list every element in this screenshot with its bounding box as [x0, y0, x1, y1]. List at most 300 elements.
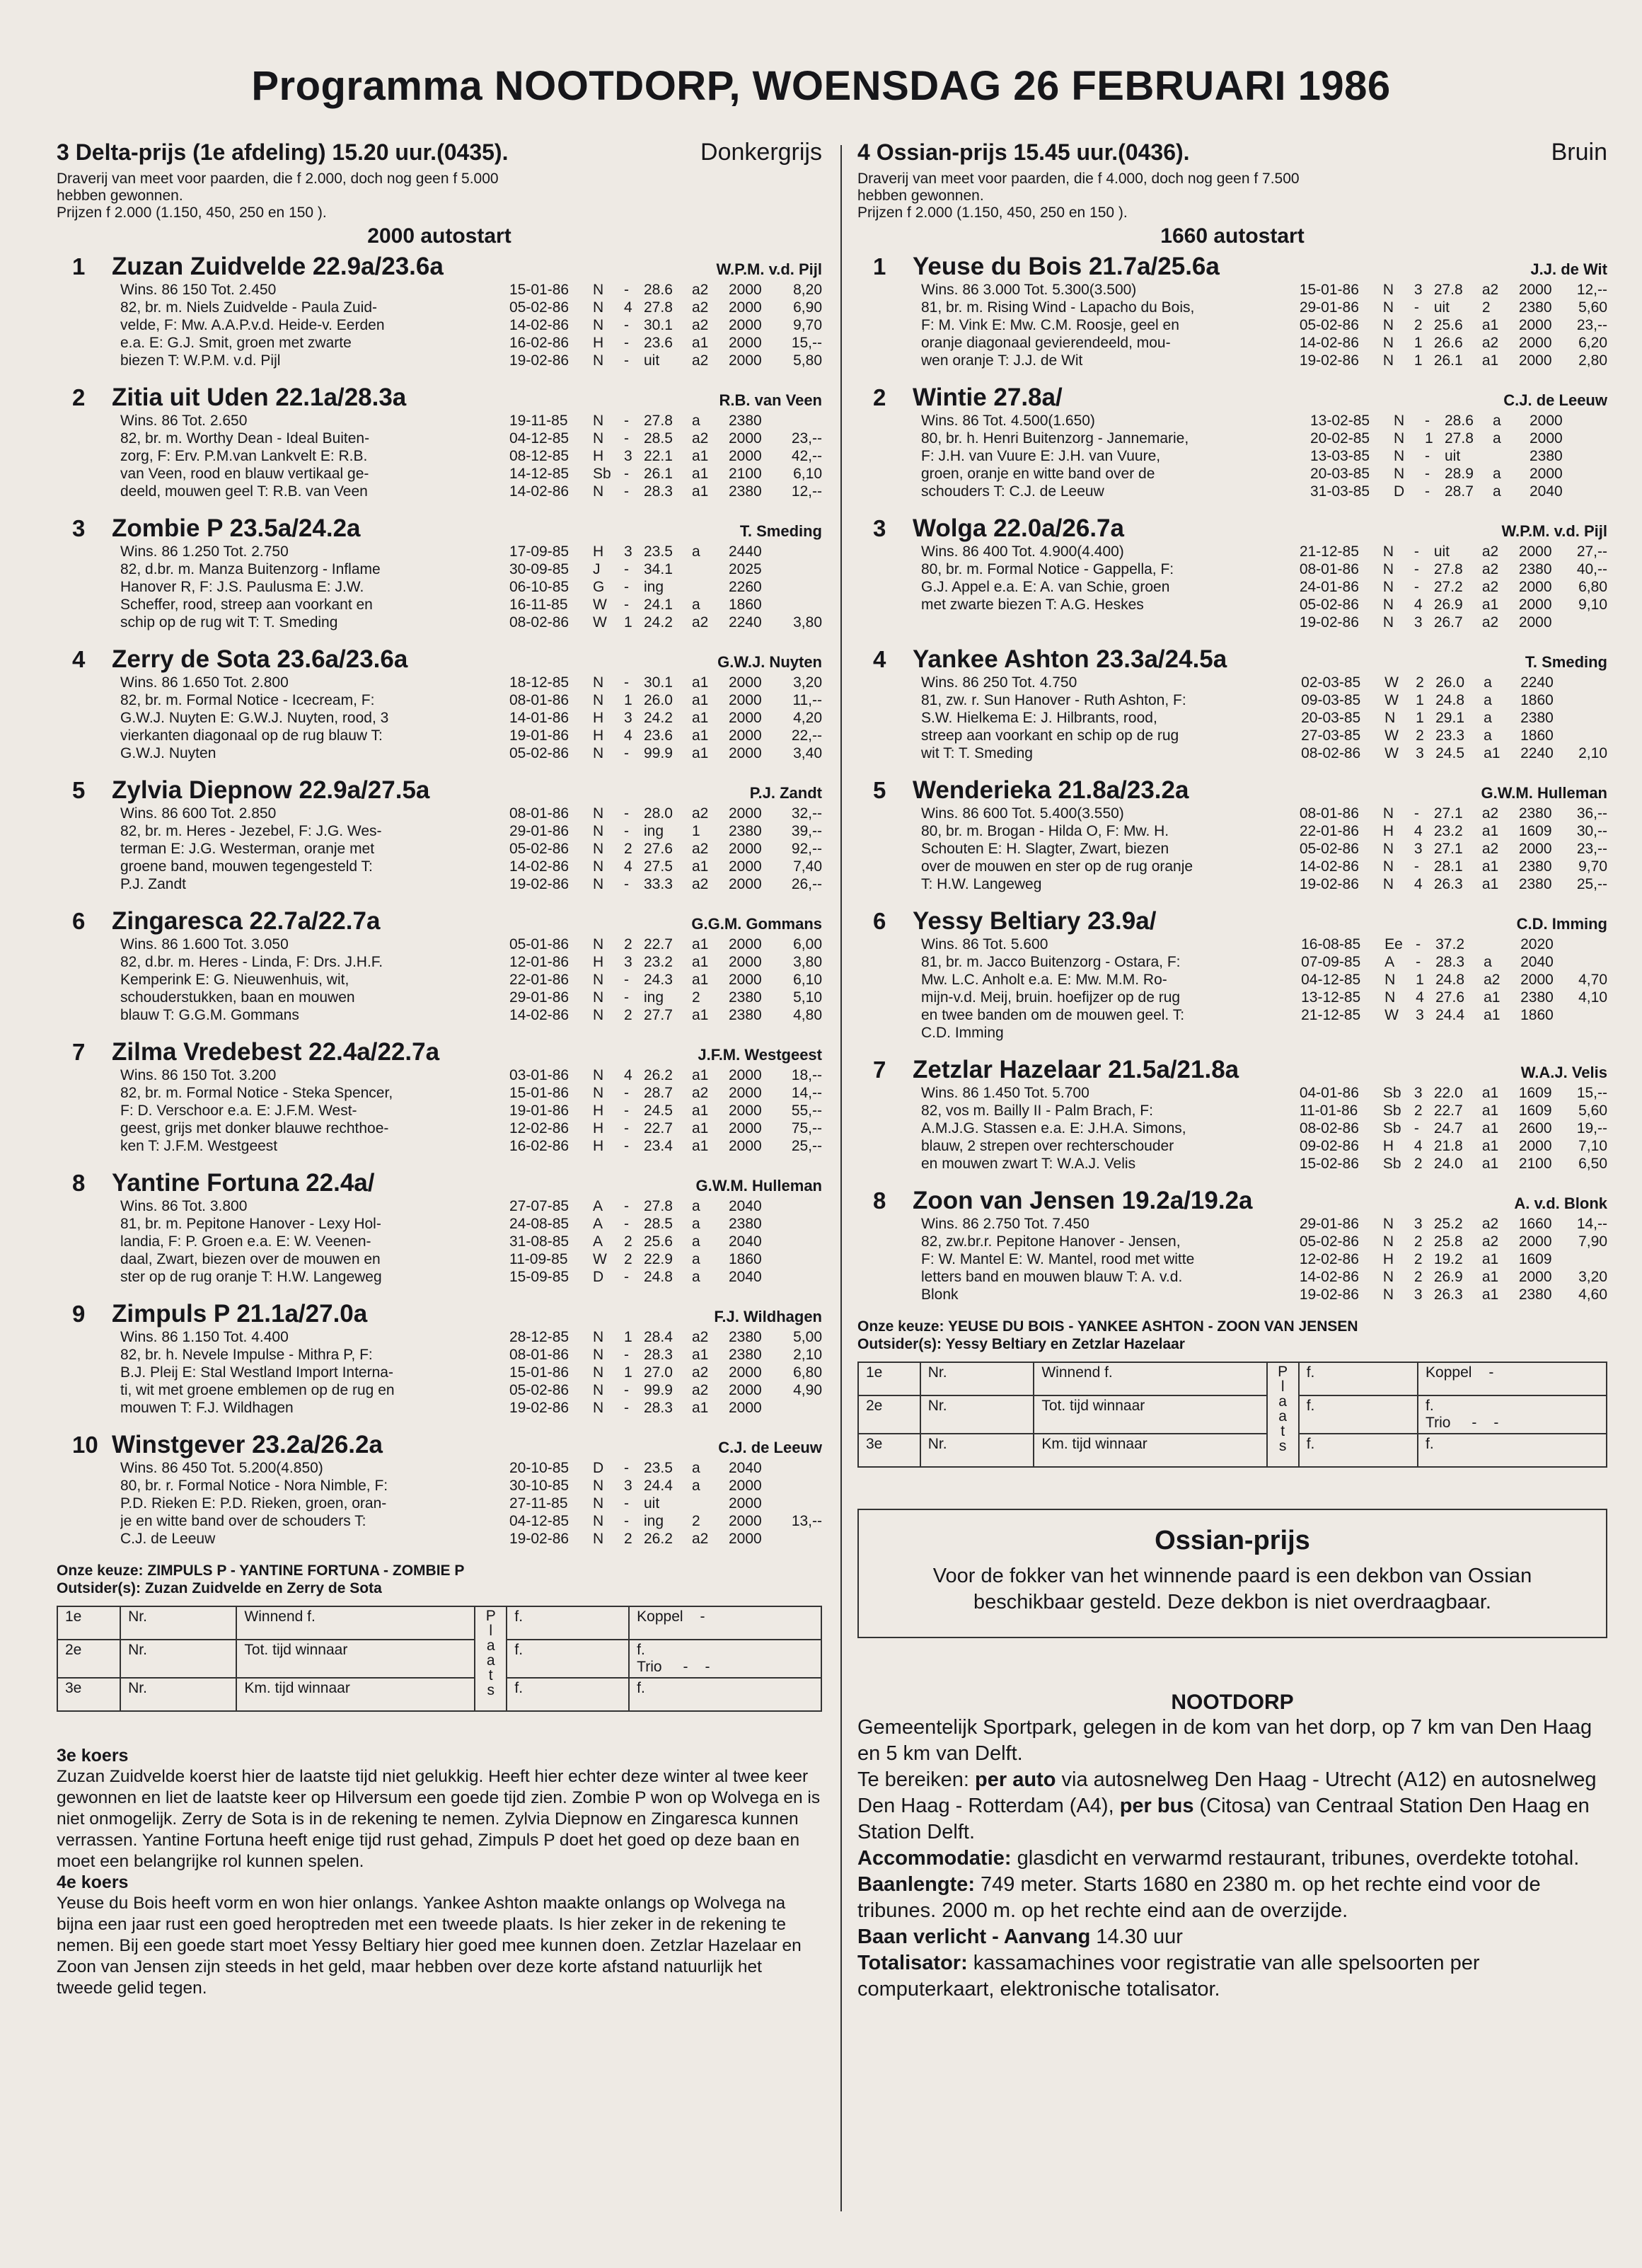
form-cell: 27,-- [1576, 543, 1607, 560]
form-cell: - [624, 1513, 629, 1529]
form-cell: 2000 [1530, 413, 1563, 429]
form-cell: 13,-- [791, 1513, 822, 1529]
form-cell: 25.2 [1433, 1216, 1463, 1232]
form-cell: 26.1 [1433, 352, 1463, 369]
form-cell: 29-01-86 [1299, 299, 1359, 316]
form-row [509, 316, 822, 334]
form-cell: 23.6 [644, 335, 673, 351]
horse-header [57, 907, 822, 936]
form-cell: 4 [624, 858, 632, 875]
horse-desc-line: Scheffer, rood, streep aan voorkant en [120, 597, 373, 613]
form-row [509, 691, 822, 709]
form-cell: W [593, 597, 607, 613]
form-cell: 4,10 [1578, 989, 1607, 1006]
form-cell: 26.1 [644, 466, 673, 482]
form-cell: a2 [692, 317, 709, 333]
form-cell: 26.0 [644, 692, 673, 708]
form-cell: a [692, 543, 700, 560]
horse-header [857, 514, 1607, 543]
form-cell: 2380 [729, 1347, 762, 1363]
bereiken-text: via autosnelweg Den Haag - Utrecht (A12) en autosnelweg Den Haag - Rotterdam (A4), [857, 1768, 1597, 1817]
form-row [509, 1084, 822, 1102]
result-f: f. [1299, 1362, 1418, 1395]
form-cell: 2240 [729, 614, 762, 631]
form-cell: a2 [1481, 1233, 1499, 1250]
race-desc-line: Draverij van meet voor paarden, die f 4.000, doch nog geen f 7.500 [857, 171, 1300, 187]
horse-details [921, 805, 1607, 893]
form-row [509, 858, 822, 875]
horse-name: Zitia uit Uden 22.1a/28.3a [112, 384, 407, 411]
form-row [1300, 596, 1607, 614]
form-cell: a1 [692, 448, 709, 464]
form-cell: 28.3 [644, 1400, 673, 1416]
form-cell: - [1413, 543, 1419, 560]
form-cell: 2 [1413, 317, 1423, 333]
form-cell: 2040 [729, 1460, 762, 1476]
form-cell: 99.9 [644, 745, 673, 761]
form-cell: 1609 [1518, 823, 1552, 839]
form-cell: N [593, 1513, 604, 1529]
form-cell: 13-12-85 [1301, 989, 1361, 1006]
form-cell: 3 [624, 1478, 632, 1494]
race-header [57, 139, 822, 166]
form-cell: 24-08-85 [509, 1216, 570, 1232]
form-cell: 2000 [1520, 972, 1554, 988]
form-cell: 1 [692, 823, 700, 839]
form-cell: 02-03-85 [1301, 674, 1361, 691]
form-cell: 04-01-86 [1299, 1085, 1359, 1101]
plaats-letter: a [1278, 1393, 1287, 1410]
form-cell: 2000 [1518, 597, 1552, 613]
form-cell: 05-02-86 [509, 299, 570, 316]
horse-number: 2 [72, 384, 86, 410]
form-row [1310, 412, 1607, 430]
form-cell: 27.2 [1433, 579, 1463, 595]
form-cell: a [692, 1233, 700, 1250]
form-row [1300, 1155, 1607, 1173]
form-cell: uit [1433, 299, 1450, 316]
form-cell: 24-01-86 [1299, 579, 1359, 595]
form-cell: G [593, 579, 605, 595]
form-cell: H [593, 1103, 604, 1119]
form-cell: a2 [692, 805, 709, 822]
form-cell: 2000 [1518, 282, 1552, 298]
horse-number: 3 [72, 515, 86, 541]
form-cell: N [1384, 989, 1396, 1006]
form-cell: 3,20 [1578, 1269, 1607, 1285]
form-cell: 09-02-86 [1299, 1138, 1359, 1154]
form-cell: 1860 [1520, 692, 1554, 708]
form-cell: A [593, 1216, 603, 1232]
race-color: Donkergrijs [700, 139, 822, 166]
form-cell: 1860 [729, 1251, 762, 1267]
form-cell: 3,40 [793, 745, 822, 761]
form-cell: a1 [1481, 823, 1499, 839]
horse-desc-line: 81, br. m. Rising Wind - Lapacho du Bois, [921, 299, 1195, 316]
form-cell: a1 [692, 858, 709, 875]
form-cell: 2000 [729, 282, 762, 298]
ossian-title: Ossian-prijs [1155, 1526, 1310, 1555]
form-cell: a [692, 413, 700, 429]
form-row [1300, 1137, 1607, 1155]
form-cell: Sb [1382, 1156, 1401, 1172]
form-row [509, 412, 822, 430]
form-cell: 4 [624, 299, 632, 316]
trio-f: f. [1426, 1436, 1434, 1452]
form-cell: uit [644, 1495, 660, 1512]
form-cell: 23,-- [1576, 841, 1607, 857]
form-cell: N [1382, 1269, 1394, 1285]
form-cell: 9,70 [1578, 858, 1607, 875]
horse-trainer: R.B. van Veen [719, 391, 822, 409]
per-auto: per auto [975, 1768, 1056, 1791]
result-place: 3e [57, 1678, 120, 1711]
horse-header [857, 384, 1607, 412]
form-cell: W [1384, 727, 1399, 744]
form-cell: 2380 [1530, 448, 1563, 464]
form-cell: - [624, 989, 629, 1006]
horse-desc-line: Wins. 86 250 Tot. 4.750 [921, 674, 1077, 691]
form-cell: 26.9 [1433, 1269, 1463, 1285]
horse-header [857, 645, 1607, 674]
form-row [1310, 465, 1607, 483]
race-title: 3 Delta-prijs (1e afdeling) 15.20 uur.(0435). [57, 139, 509, 165]
horse-desc-line: F: M. Vink E: Mw. C.M. Roosje, geel en [921, 317, 1179, 333]
horse-desc-line: ster op de rug oranje T: H.W. Langeweg [120, 1269, 382, 1285]
horse-desc-line: Wins. 86 Tot. 4.500(1.650) [921, 413, 1095, 429]
form-cell: 22.7 [644, 1120, 673, 1136]
nootdorp-intro: Gemeentelijk Sportpark, gelegen in de kom van het dorp, op 7 km van Den Haag en 5 km van Delft. [857, 1716, 1592, 1765]
form-cell: a [1493, 413, 1501, 429]
form-cell: 1 [624, 1364, 632, 1381]
form-cell: 2000 [729, 448, 762, 464]
form-cell: 30,-- [1576, 823, 1607, 839]
form-cell: - [1416, 954, 1421, 970]
form-cell: a1 [1481, 858, 1499, 875]
form-cell: a1 [1481, 1120, 1499, 1136]
form-cell [787, 1459, 822, 1477]
our-picks [857, 1318, 1607, 1353]
form-cell: a [692, 1269, 700, 1285]
horse-desc-line: je en witte band over de schouders T: [120, 1513, 366, 1529]
form-row [509, 578, 822, 596]
plaats-letter: P [1278, 1364, 1288, 1380]
form-cell: 2000 [729, 745, 762, 761]
form-cell: 3 [1413, 1216, 1423, 1232]
form-cell: 21.8 [1433, 1138, 1463, 1154]
form-cell: 08-02-86 [1299, 1120, 1359, 1136]
horse-desc-line: P.J. Zandt [120, 876, 187, 892]
form-cell: 1 [1416, 692, 1424, 708]
form-cell: 28.9 [1445, 466, 1474, 482]
horse-name: Zimpuls P 21.1a/27.0a [112, 1300, 368, 1328]
horse-name: Yantine Fortuna 22.4a/ [112, 1169, 375, 1197]
form-cell: a2 [692, 299, 709, 316]
form-cell: 26.2 [644, 1531, 673, 1547]
form-cell: 24.3 [644, 972, 673, 988]
form-cell: 27.8 [644, 299, 673, 316]
form-cell: ing [644, 823, 664, 839]
nootdorp-title: NOOTDORP [1171, 1691, 1294, 1714]
form-cell: A [1384, 954, 1395, 970]
form-cell: 23.5 [644, 543, 673, 560]
form-cell: 1 [1413, 352, 1423, 369]
horse-desc-line: van Veen, rood en blauw vertikaal ge- [120, 466, 369, 482]
form-cell: - [624, 1495, 629, 1512]
form-row [1300, 281, 1607, 299]
form-cell: 2000 [729, 1138, 762, 1154]
horse-desc-line: wen oranje T: J.J. de Wit [921, 352, 1083, 369]
form-cell: 2000 [729, 841, 762, 857]
form-row [1301, 971, 1607, 989]
plaats-letter: s [1278, 1438, 1287, 1454]
form-cell: 2025 [729, 561, 762, 577]
form-cell: - [1413, 1120, 1419, 1136]
form-cell: 26.7 [1433, 614, 1463, 631]
horse-desc-line: met zwarte biezen T: A.G. Heskes [921, 597, 1144, 613]
horse-details [120, 1328, 822, 1417]
race-desc-line: hebben gewonnen. [57, 188, 183, 204]
result-extra [629, 1606, 821, 1640]
form-row [1300, 1268, 1607, 1286]
form-cell: H [1382, 823, 1394, 839]
form-cell: 22-01-86 [509, 972, 570, 988]
form-cell: 19-02-86 [1299, 352, 1359, 369]
koppel-dash: - [700, 1608, 705, 1625]
form-cell: 31-03-85 [1310, 483, 1370, 500]
form-cell: 20-03-85 [1310, 466, 1370, 482]
result-f: f. [507, 1640, 629, 1678]
horse-details [120, 936, 822, 1024]
result-table [57, 1606, 822, 1712]
nootdorp-totalisator [857, 1950, 1607, 2003]
form-row [1300, 299, 1607, 316]
horse-description [120, 543, 502, 631]
form-cell: 2040 [1520, 954, 1554, 970]
form-row [509, 560, 822, 578]
form-cell: 26.6 [1433, 335, 1463, 351]
horse-details [120, 1066, 822, 1155]
form-cell: 4,60 [1578, 1286, 1607, 1303]
result-place: 3e [858, 1434, 920, 1467]
form-cell: 2 [1416, 727, 1424, 744]
horse-header [57, 384, 822, 412]
form-cell: 4,80 [793, 1007, 822, 1023]
form-cell: 34.1 [644, 561, 673, 577]
form-cell: a [1484, 710, 1492, 726]
form-cell [787, 1233, 822, 1250]
form-cell: 6,10 [793, 972, 822, 988]
horse-list [857, 253, 1607, 1303]
form-cell: N [593, 317, 604, 333]
form-row [509, 727, 822, 744]
form-cell: N [1382, 352, 1394, 369]
form-cell: N [1382, 1233, 1394, 1250]
plaats-letter: t [1280, 1423, 1285, 1439]
horse-desc-line: Blonk [921, 1286, 959, 1303]
form-cell: 26.3 [1433, 876, 1463, 892]
form-cell: N [593, 1007, 604, 1023]
form-cell: 4 [624, 1067, 632, 1083]
form-cell: 2380 [729, 413, 762, 429]
form-cell: N [593, 745, 604, 761]
form-cell: 2380 [1520, 989, 1554, 1006]
result-row [858, 1362, 1607, 1395]
form-cell: 1 [1413, 335, 1423, 351]
comment-heading: 3e koers [57, 1746, 129, 1766]
form-cell: 27.8 [644, 413, 673, 429]
form-cell: 27.8 [1445, 430, 1474, 447]
form-cell [1484, 936, 1520, 953]
form-cell: N [1382, 282, 1394, 298]
form-cell: 23.4 [644, 1138, 673, 1154]
form-cell: 1 [624, 614, 632, 631]
form-cell: 40,-- [1576, 561, 1607, 577]
form-cell: N [1384, 710, 1396, 726]
form-cell: a2 [1481, 561, 1499, 577]
form-cell: D [1394, 483, 1405, 500]
race-desc-line: Draverij van meet voor paarden, die f 2.000, doch nog geen f 5.000 [57, 171, 499, 187]
form-cell: N [593, 1478, 604, 1494]
form-cell: 1 [1425, 430, 1433, 447]
form-cell: a1 [1481, 1156, 1499, 1172]
form-cell: 24.8 [1435, 692, 1464, 708]
horse-entry [857, 384, 1607, 500]
form-cell: N [593, 692, 604, 708]
horse-details [921, 1084, 1607, 1173]
form-row [509, 1066, 822, 1084]
form-cell: 7,40 [793, 858, 822, 875]
form-cell: 2040 [729, 1233, 762, 1250]
form-row [1310, 430, 1607, 447]
horse-desc-line: 82, br. m. Heres - Jezebel, F: J.G. Wes- [120, 823, 382, 839]
nootdorp-bereiken [857, 1767, 1607, 1846]
form-cell: 23.2 [1433, 823, 1463, 839]
form-cell: H [593, 710, 604, 726]
horse-desc-line: 80, br. m. Brogan - Hilda O, F: Mw. H. [921, 823, 1169, 839]
horse-header [57, 514, 822, 543]
form-cell: 22.7 [644, 936, 673, 952]
form-cell: W [1384, 674, 1399, 691]
form-row [509, 1364, 822, 1381]
form-cell: - [624, 561, 629, 577]
form-row [509, 1399, 822, 1417]
form-cell [1578, 953, 1607, 971]
horse-desc-line: 80, br. h. Henri Buitenzorg - Jannemarie, [921, 430, 1189, 447]
horse-details [120, 543, 822, 631]
form-cell: 8,20 [793, 282, 822, 298]
form-cell: 6,50 [1578, 1156, 1607, 1172]
horse-form-table [1301, 674, 1607, 762]
plaats-letter: a [486, 1652, 495, 1669]
horse-desc-line: schip op de rug wit T: T. Smeding [120, 614, 338, 631]
horse-description [120, 1459, 502, 1548]
trio-dash: - [705, 1659, 710, 1675]
horse-name: Wenderieka 21.8a/23.2a [913, 776, 1189, 804]
form-cell: 05-02-86 [1299, 317, 1359, 333]
form-cell: 2000 [729, 805, 762, 822]
horse-description [120, 1197, 502, 1286]
horse-form-table [509, 543, 822, 631]
form-cell: - [1413, 579, 1419, 595]
form-cell: 22.1 [644, 448, 673, 464]
form-cell: a1 [1481, 1269, 1499, 1285]
form-cell: 2380 [1518, 876, 1552, 892]
horse-desc-line: Wins. 86 Tot. 5.600 [921, 936, 1048, 952]
form-cell: N [593, 1382, 604, 1398]
form-cell: 24.4 [1435, 1007, 1464, 1023]
form-cell: 2000 [1518, 1269, 1552, 1285]
horse-number: 6 [873, 908, 886, 934]
form-cell: uit [1445, 448, 1461, 464]
horse-description [921, 281, 1293, 369]
form-cell: - [624, 1103, 629, 1119]
form-row [509, 1381, 822, 1399]
form-cell: a1 [692, 972, 709, 988]
form-cell: 28.7 [644, 1085, 673, 1101]
form-cell: Sb [1382, 1103, 1401, 1119]
form-cell: N [1382, 543, 1394, 560]
form-cell: 08-01-86 [509, 805, 570, 822]
form-cell: 2000 [729, 954, 762, 970]
form-cell: 20-10-85 [509, 1460, 570, 1476]
form-cell: 2380 [729, 1007, 762, 1023]
form-cell: 9,70 [793, 317, 822, 333]
form-cell: 24.7 [1433, 1120, 1463, 1136]
form-cell: 29.1 [1435, 710, 1464, 726]
result-winner-label: Winnend f. [1034, 1362, 1266, 1395]
form-cell: a [692, 1198, 700, 1214]
baan-label: Baanlengte: [857, 1873, 975, 1896]
form-cell: 23.3 [1435, 727, 1464, 744]
form-cell: 27.8 [1433, 282, 1463, 298]
form-cell: 19-11-85 [509, 413, 568, 429]
form-cell: 4 [1416, 989, 1424, 1006]
form-row [509, 1233, 822, 1250]
form-cell: 5,10 [793, 989, 822, 1006]
form-cell: 16-02-86 [509, 1138, 570, 1154]
koppel-label: Koppel [1426, 1364, 1472, 1381]
horse-desc-line: Wins. 86 450 Tot. 5.200(4.850) [120, 1460, 323, 1476]
form-cell: 04-12-85 [509, 1513, 570, 1529]
form-cell: 27.6 [1435, 989, 1464, 1006]
form-cell: 6,90 [793, 299, 822, 316]
form-cell [787, 1268, 822, 1286]
form-row [509, 709, 822, 727]
horse-desc-line: B.J. Pleij E: Stal Westland Import Interna- [120, 1364, 393, 1381]
form-cell: - [624, 876, 629, 892]
form-cell: Sb [593, 466, 611, 482]
form-cell: 2380 [1518, 1286, 1552, 1303]
right-column [857, 139, 1607, 2003]
form-cell: N [593, 1495, 604, 1512]
form-row [509, 614, 822, 631]
form-cell [787, 1477, 822, 1495]
form-cell: 16-11-85 [509, 597, 568, 613]
form-cell: 2040 [1530, 483, 1563, 500]
form-cell: 22-01-86 [1299, 823, 1359, 839]
form-row [1301, 709, 1607, 727]
horse-name: Yankee Ashton 23.3a/24.5a [913, 645, 1227, 673]
form-cell: 4 [1413, 597, 1423, 613]
form-cell: N [593, 876, 604, 892]
form-cell: 2380 [729, 989, 762, 1006]
horse-name: Wintie 27.8a/ [913, 384, 1063, 411]
form-cell: 4 [1413, 876, 1423, 892]
form-cell: 7,10 [1578, 1138, 1607, 1154]
form-row [509, 543, 822, 560]
horse-desc-line: Wins. 86 1.600 Tot. 3.050 [120, 936, 289, 952]
